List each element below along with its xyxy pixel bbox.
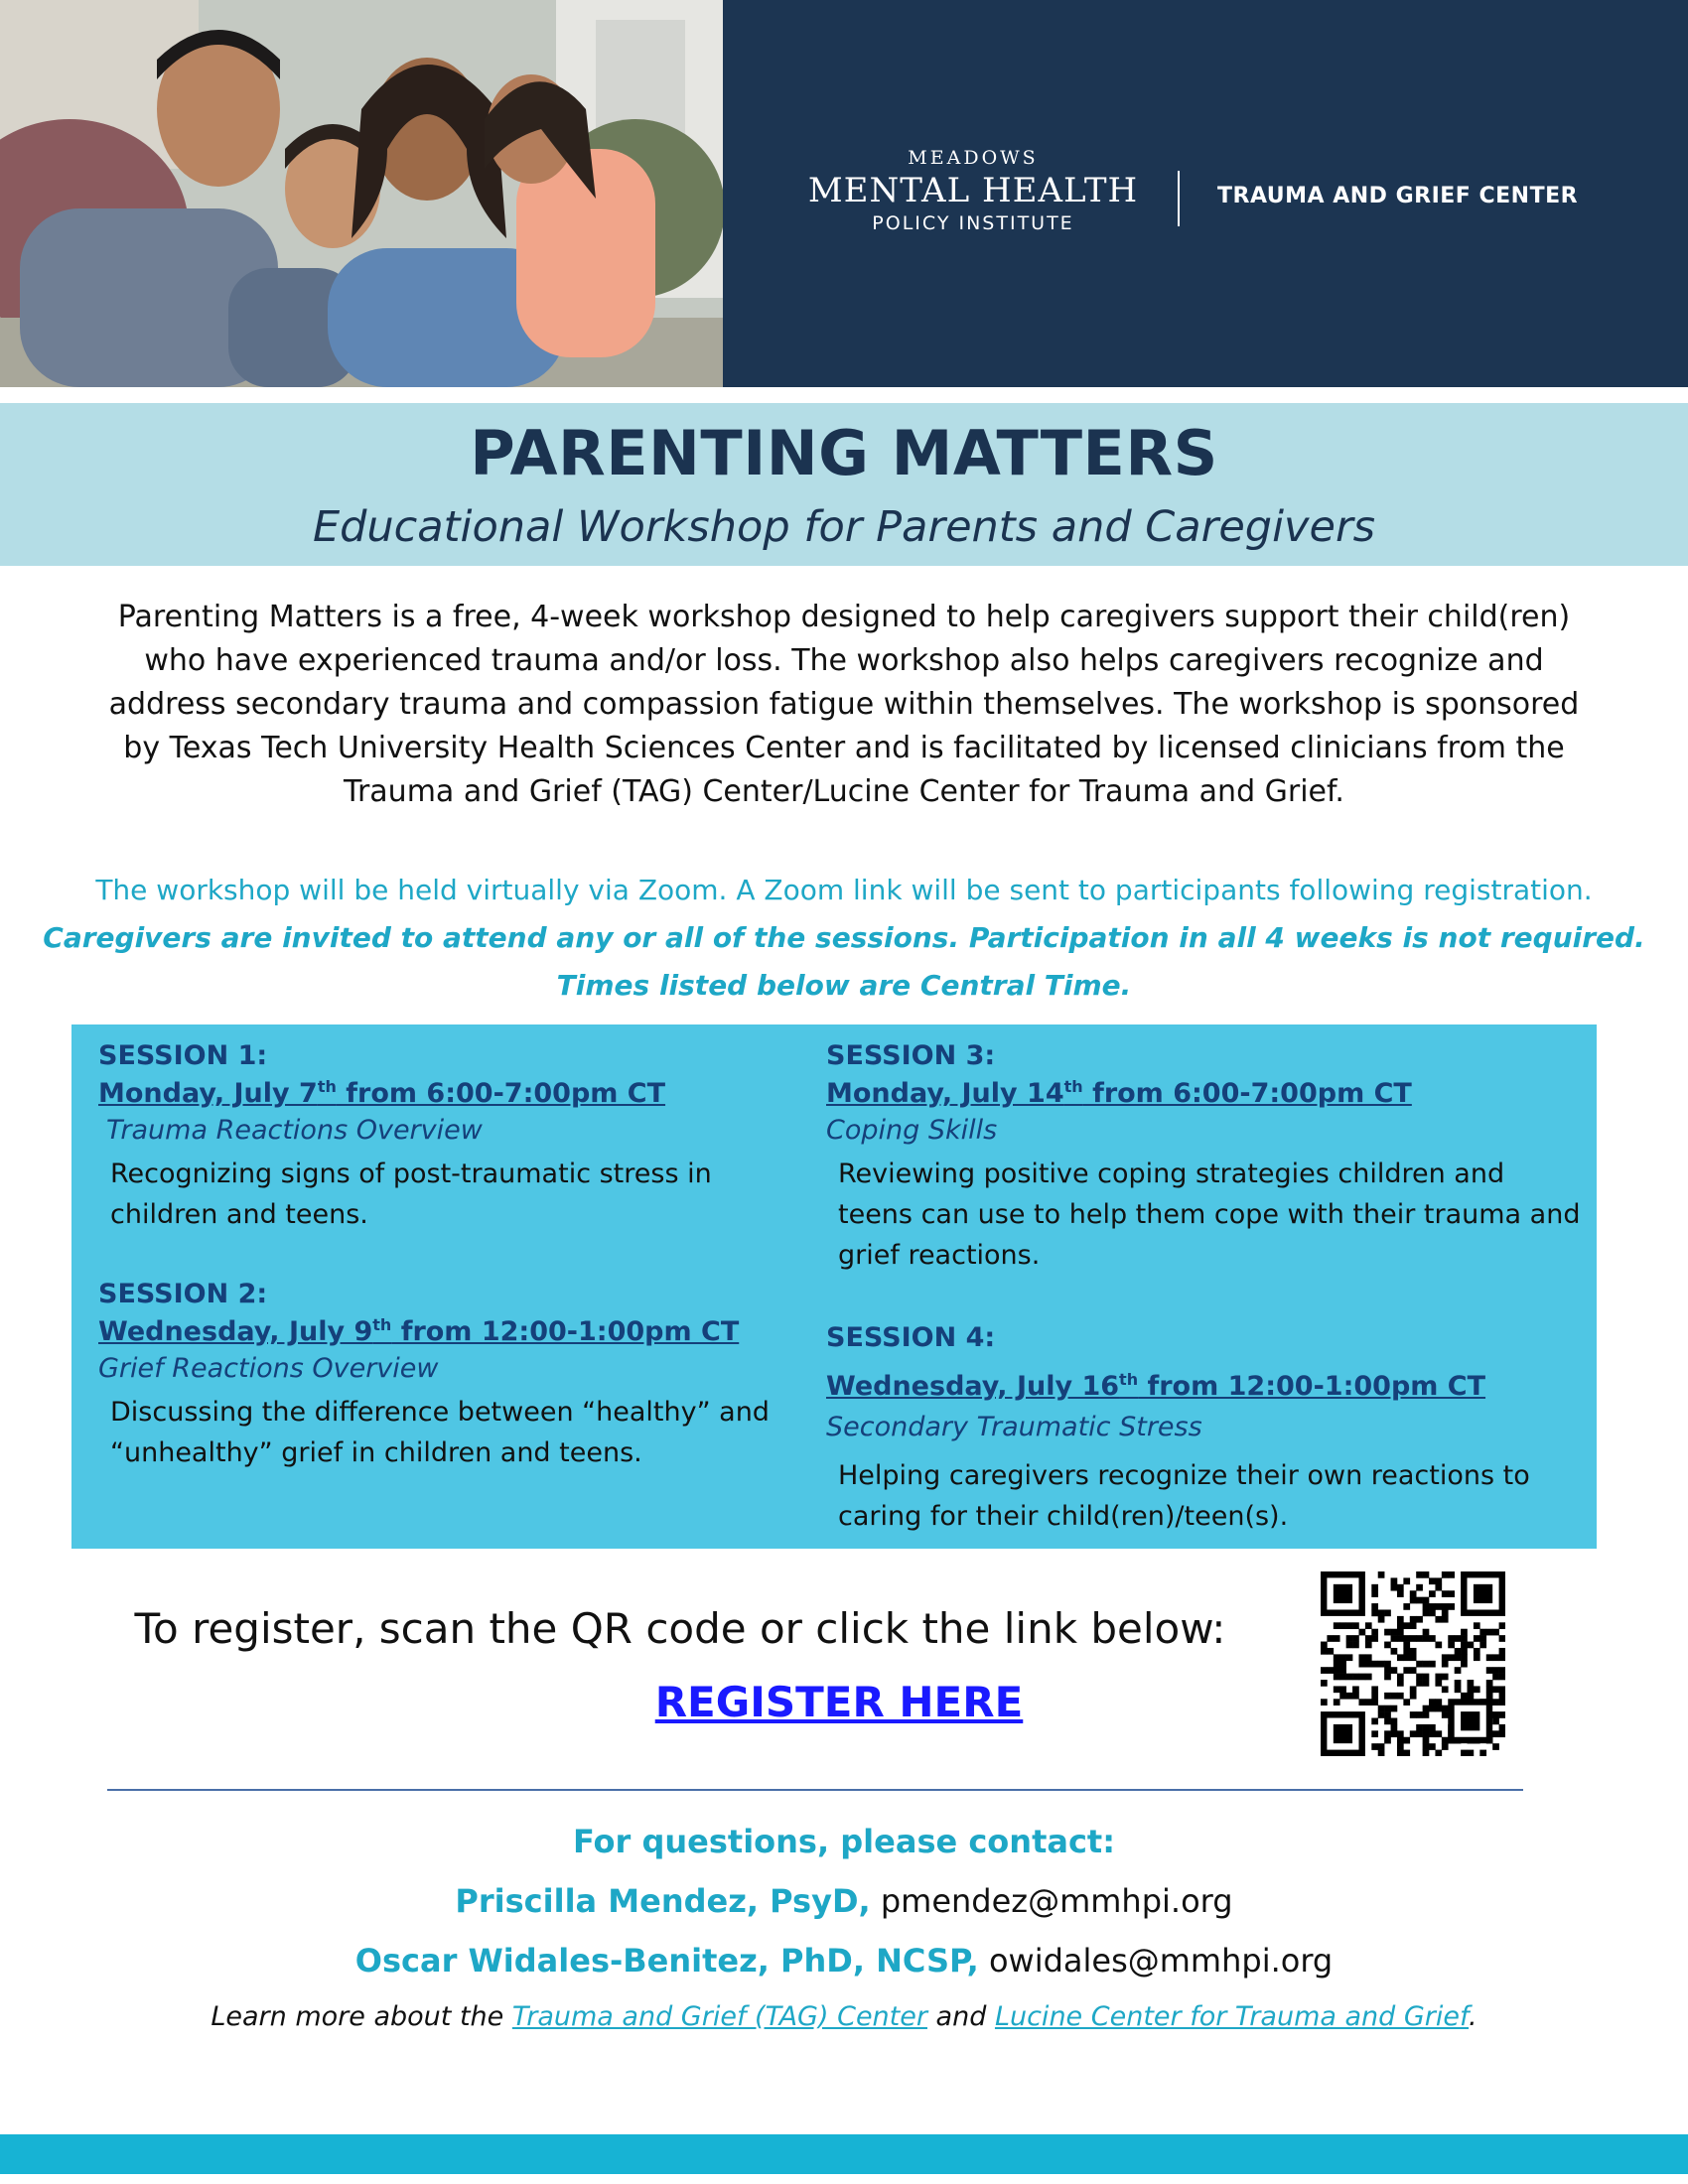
contact-person-2 — [0, 1942, 1688, 1979]
contact-name: Priscilla Mendez, PsyD, — [455, 1882, 871, 1920]
mmhpi-logo — [784, 147, 1162, 234]
logo-main-text: MENTAL HEALTH — [807, 171, 1139, 210]
attendance-note: Caregivers are invited to attend any or all of the sessions. Participation in all 4 weeks is not required. — [43, 921, 1645, 954]
session-date-link[interactable]: Monday, July 7th from 6:00-7:00pm CT — [98, 1077, 666, 1109]
session-description: Helping caregivers recognize their own reactions to caring for their child(ren)/teen(s). — [838, 1460, 1530, 1532]
logo-top-text: MEADOWS — [908, 147, 1039, 169]
session-topic: Secondary Traumatic Stress — [826, 1412, 1202, 1442]
tag-center-link[interactable]: Trauma and Grief (TAG) Center — [511, 2001, 927, 2032]
contact-heading: For questions, please contact: — [572, 1823, 1116, 1860]
session-label: SESSION 2: — [98, 1279, 268, 1309]
contact-email[interactable]: owidales@mmhpi.org — [988, 1942, 1334, 1979]
logo-sub-text: POLICY INSTITUTE — [872, 212, 1074, 234]
session-description: Discussing the difference between “healthy” and “unhealthy” grief in children and teens. — [110, 1397, 770, 1468]
page-subtitle: Educational Workshop for Parents and Caregivers — [312, 502, 1376, 552]
session-1 — [98, 1040, 783, 1235]
contact-name: Oscar Widales-Benitez, PhD, NCSP, — [354, 1942, 979, 1979]
intro-paragraph: Parenting Matters is a free, 4-week workshop designed to help caregivers support their child(ren) who have experienced trauma and/or loss. The workshop also helps caregivers recognize and address secondary trauma and compassion fatigue within themselves. The workshop is sponsored by Texas Tech University Health Sciences Center and is facilitated by licensed clinicians from the Trauma and Grief (TAG) Center/Lucine Center for Trauma and Grief. — [108, 600, 1580, 809]
divider-rule — [107, 1789, 1523, 1791]
session-description: Recognizing signs of post-traumatic stress in children and teens. — [110, 1159, 712, 1230]
session-date-link[interactable]: Wednesday, July 9th from 12:00-1:00pm CT — [98, 1315, 740, 1347]
timezone-note: Times listed below are Central Time. — [556, 969, 1132, 1002]
contact-person-1 — [0, 1882, 1688, 1920]
session-date-link[interactable]: Monday, July 14th from 6:00-7:00pm CT — [826, 1077, 1412, 1109]
session-topic: Coping Skills — [826, 1115, 998, 1146]
session-topic: Grief Reactions Overview — [98, 1353, 439, 1384]
session-3 — [826, 1040, 1581, 1276]
session-label: SESSION 3: — [826, 1040, 996, 1071]
sessions-panel — [71, 1024, 1597, 1549]
family-photo-illustration — [0, 0, 723, 387]
center-name: TRAUMA AND GRIEF CENTER — [1217, 184, 1579, 208]
title-band — [0, 403, 1688, 566]
learn-more: Learn more about the Trauma and Grief (TAG) Center and Lucine Center for Trauma and Grief. — [211, 2001, 1477, 2032]
session-label: SESSION 4: — [826, 1322, 996, 1353]
header-band — [723, 0, 1688, 387]
contact-email[interactable]: pmendez@mmhpi.org — [880, 1882, 1233, 1920]
logo-divider — [1178, 171, 1180, 226]
register-prompt: To register, scan the QR code or click the link below: — [134, 1604, 1226, 1653]
zoom-note: The workshop will be held virtually via Zoom. A Zoom link will be sent to participants following registration. — [95, 874, 1593, 906]
registration-qr-code[interactable] — [1321, 1571, 1505, 1756]
footer-bar — [0, 2134, 1688, 2174]
qr-code-icon — [1321, 1571, 1505, 1756]
session-description: Reviewing positive coping strategies children and teens can use to help them cope with their trauma and grief reactions. — [838, 1159, 1581, 1271]
page-title: PARENTING MATTERS — [470, 417, 1218, 489]
session-4 — [826, 1322, 1581, 1537]
register-here-link[interactable]: REGISTER HERE — [654, 1678, 1024, 1726]
session-label: SESSION 1: — [98, 1040, 268, 1071]
session-2 — [98, 1279, 783, 1473]
session-date-link[interactable]: Wednesday, July 16th from 12:00-1:00pm CT — [826, 1370, 1486, 1402]
family-photo — [0, 0, 723, 387]
session-topic: Trauma Reactions Overview — [106, 1115, 483, 1146]
lucine-center-link[interactable]: Lucine Center for Trauma and Grief — [994, 2001, 1470, 2032]
